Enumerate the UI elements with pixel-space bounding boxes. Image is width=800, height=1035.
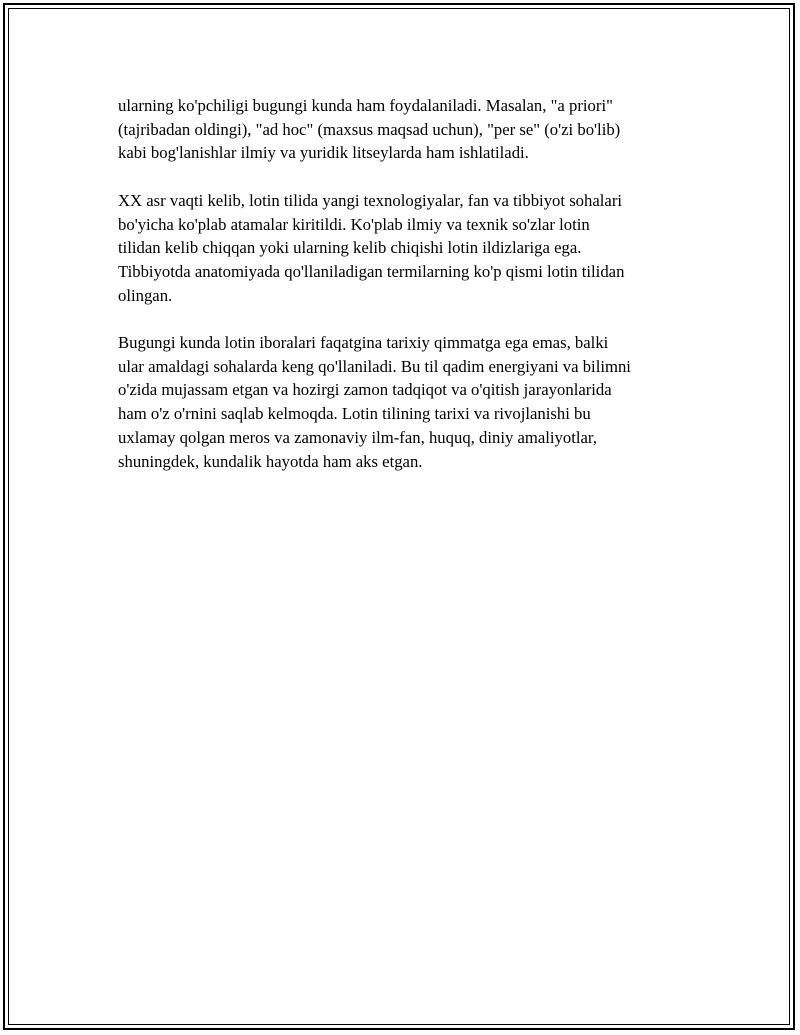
text-line: (tajribadan oldingi), "ad hoc" (maxsus maqsad uchun), "per se" (o'zi bo'lib) — [118, 119, 621, 139]
text-line: kabi bog'lanishlar ilmiy va yuridik litseylarda ham ishlatiladi. — [118, 143, 529, 163]
paragraph-2 — [118, 189, 698, 308]
text-line: o'zida mujassam etgan va hozirgi zamon tadqiqot va o'qitish jarayonlarida — [118, 380, 612, 400]
text-line: Tibbiyotda anatomiyada qo'llaniladigan termilarning ko'p qismi lotin tilidan — [118, 261, 625, 281]
text-line: shuningdek, kundalik hayotda ham aks etgan. — [118, 451, 423, 471]
text-line: uxlamay qolgan meros va zamonaviy ilm-fan, huquq, diniy amaliyotlar, — [118, 427, 597, 447]
paragraph-1 — [118, 94, 698, 165]
paragraph-3 — [118, 331, 698, 473]
text-line: olingan. — [118, 285, 173, 305]
text-line: ular amaldagi sohalarda keng qo'llaniladi. Bu til qadim energiyani va bilimni — [118, 356, 631, 376]
text-line: ham o'z o'rnini saqlab kelmoqda. Lotin tilining tarixi va rivojlanishi bu — [118, 404, 591, 424]
text-line: XX asr vaqti kelib, lotin tilida yangi texnologiyalar, fan va tibbiyot sohalari — [118, 190, 623, 210]
document-body — [118, 94, 698, 497]
text-line: ularning ko'pchiligi bugungi kunda ham foydalaniladi. Masalan, "a priori" — [118, 96, 613, 115]
text-line: Bugungi kunda lotin iboralari faqatgina tarixiy qimmatga ega emas, balki — [118, 333, 609, 352]
text-line: bo'yicha ko'plab atamalar kiritildi. Ko'plab ilmiy va texnik so'zlar lotin — [118, 214, 590, 234]
text-line: tilidan kelib chiqqan yoki ularning kelib chiqishi lotin ildizlariga ega. — [118, 238, 582, 258]
